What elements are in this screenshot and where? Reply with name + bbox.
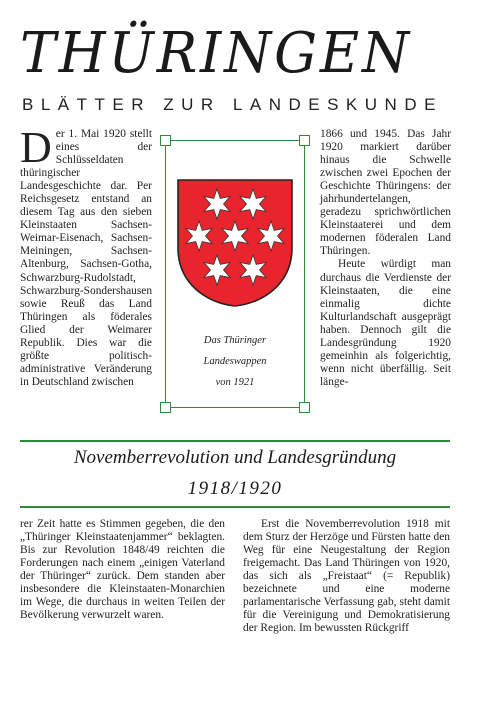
section-rule-top <box>20 440 450 442</box>
intro-column-left <box>20 123 153 389</box>
body-paragraph-left: rer Zeit hatte es Stimmen gegeben, die den „Thüringer Kleinstaatenjammer“ beklagten. Bis zur Revolution 1848/49 reichten die Forderungen nach einem „einigen Vaterland der Thüringer“ zurück. Dem standen aber insbesondere die Kleinstaaten-Monarchien im Wege, die durchaus in weiten Teilen der Bevölkerung verwurzelt waren. <box>20 518 225 622</box>
body-column-right <box>243 518 450 635</box>
section-rule-bottom <box>20 506 450 508</box>
masthead-subtitle: BLÄTTER ZUR LANDESKUNDE <box>22 95 443 114</box>
section-title: Novemberrevolution und Landesgründung <box>73 447 397 468</box>
intro-paragraph-left: er 1. Mai 1920 stellt eines der Schlüsseldaten thüringischer Landesgeschichte dar. Per Reichsgesetz entstand an diesem Tag aus den sieben Kleinstaaten Sachsen-Weimar-Eisenach, Sachsen-Meiningen, Sachsen-Altenburg, Sachsen-Gotha, Schwarzburg-Rudolstadt, Schwarzburg-Sondershausen sowie Reuß das Land Thüringen als föderales Glied der Weimarer Republik. Dies war die größte politisch-administrative Veränderung in Deutschland zwischen <box>20 128 153 388</box>
drop-cap: D <box>20 123 52 172</box>
body-paragraph-right: Erst die Novemberrevolution 1918 mit dem Sturz der Herzöge und Fürsten hatte den Weg für eine Neugestaltung der Region freigemacht. Das Land Thüringen von 1920, das sich als „Freistaat“ (= Republik) bezeichnete und eine moderne parlamentarische Verfassung gab, steht damit für die Vereinigung und Demokratisierung der Region. Im bewussten Rückgriff <box>243 518 450 635</box>
masthead-title: THÜRINGEN <box>20 21 412 86</box>
section-years: 1918/1920 <box>187 478 283 499</box>
coat-of-arms-shield-icon <box>176 178 294 308</box>
body-column-left <box>20 518 225 622</box>
caption-line-3: von 1921 <box>215 377 255 388</box>
intro-column-right <box>320 128 451 389</box>
intro-paragraph-right-2: Heute würdigt man durchaus die Verdienste der Kleinstaaten, die eine einmalig dichte Kulturlandschaft ausgeprägt haben. Dennoch gilt die Landesgründung 1920 gemeinhin als folgerichtig, wenn nicht überfällig. Seit länge- <box>320 258 451 388</box>
caption-line-1: Das Thüringer <box>203 335 267 346</box>
intro-paragraph-right-1: 1866 und 1945. Das Jahr 1920 markiert darüber hinaus die Schwelle zwischen zwei Epochen der Geschichte Thüringens: der jahrhundertelangen, geradezu sprichwörtlichen Kleinstaaterei und dem modernen föderalen Land Thüringen. <box>320 128 451 258</box>
caption-line-2: Landeswappen <box>203 356 267 367</box>
